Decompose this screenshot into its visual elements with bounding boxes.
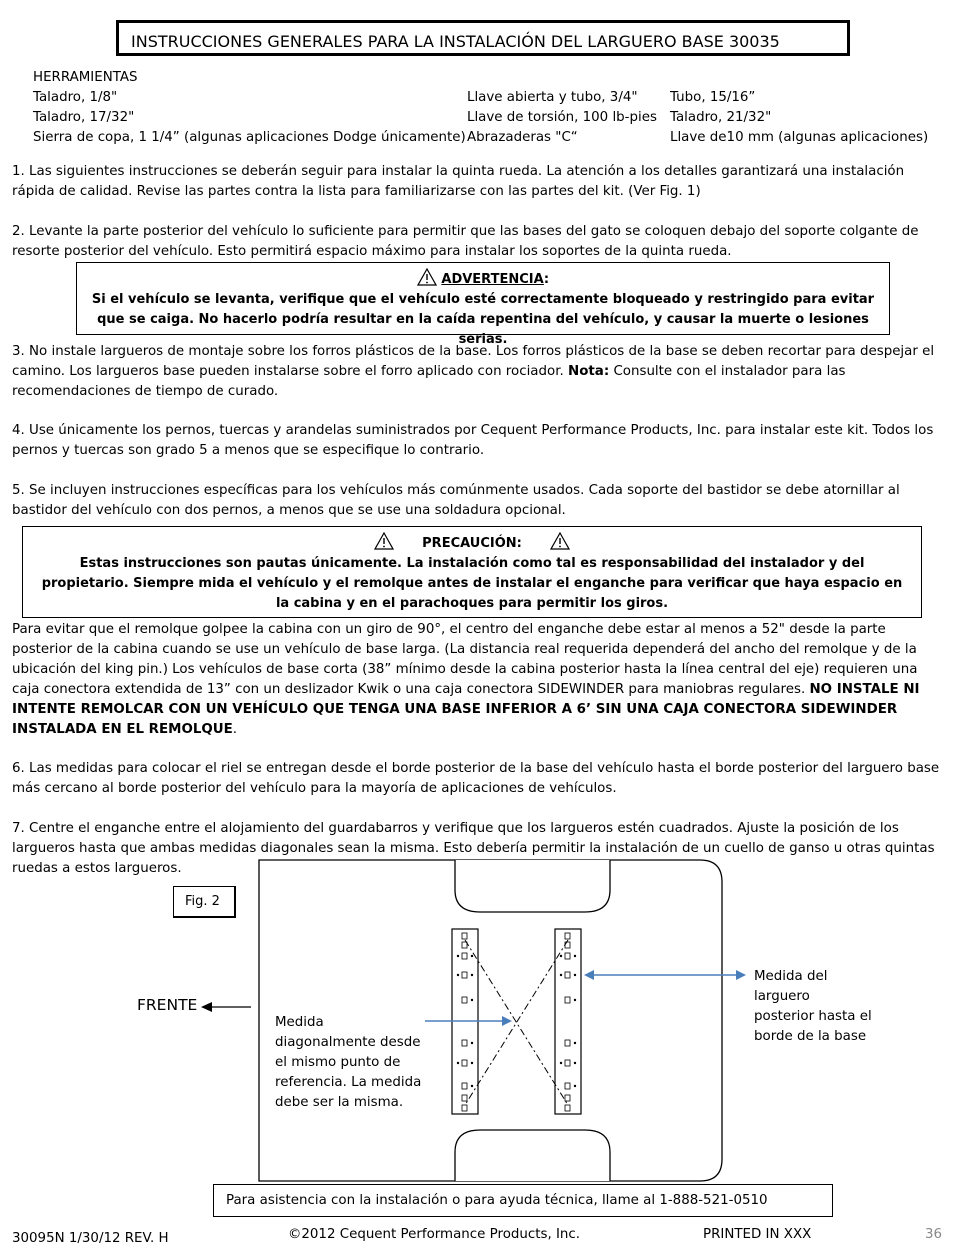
note-line: larguero <box>754 989 810 1004</box>
note-line: Medida del <box>754 969 828 984</box>
tools-col-2 <box>467 88 657 148</box>
warning-label: ADVERTENCIA <box>441 272 544 287</box>
paragraph-7: 7. Centre el enganche entre el alojamiento del guardabarros y verifique que los largueros estén cuadrados. Ajuste la posición de los largueros hasta que ambas medidas diagonales sean la misma. Esto debería permitir la instalación de un cuello de ganso u otras quintas ruedas a estos largueros. <box>12 821 935 876</box>
tool-item: Taladro, 1/8" <box>33 90 118 105</box>
assistance-box: Para asistencia con la instalación o para ayuda técnica, llame al 1-888-521-0510 <box>213 1184 833 1217</box>
paragraph-cab-clearance <box>12 620 944 740</box>
figure-label: Fig. 2 <box>173 886 236 918</box>
tool-item: Taladro, 21/32" <box>670 110 772 125</box>
paragraph-6: 6. Las medidas para colocar el riel se entregan desde el borde posterior de la base del vehículo hasta el borde posterior del larguero base más cercano al borde posterior del vehículo para la mayoría de aplicaciones de vehículos. <box>12 761 940 796</box>
note-line: Medida <box>275 1015 324 1030</box>
caution-box <box>22 526 922 618</box>
warning-triangle-icon <box>417 268 437 286</box>
caution-label: PRECAUCIÓN: <box>422 536 522 551</box>
diagonal-measure-note <box>275 1013 435 1113</box>
note-line: posterior hasta el <box>754 1009 872 1024</box>
page-number: 36 <box>925 1227 943 1242</box>
cab-end: . <box>232 722 238 737</box>
tools-col-1 <box>33 88 466 148</box>
caution-text: Estas instrucciones son pautas únicamente. La instalación como tal es responsabilidad del instalador y del propietario. Siempre mida el vehículo y el remolque antes de instalar el enganche para verificar que haya espacio en la cabina y en el parachoques para permitir los giros. <box>41 556 903 611</box>
note-line: debe ser la misma. <box>275 1095 404 1110</box>
page-title: INSTRUCCIONES GENERALES PARA LA INSTALACIÓN DEL LARGUERO BASE 30035 <box>116 20 850 56</box>
tool-item: Taladro, 17/32" <box>33 110 135 125</box>
paragraph-5: 5. Se incluyen instrucciones específicas para los vehículos más comúnmente usados. Cada soporte del bastidor se debe atornillar al bastidor del vehículo con dos pernos, a menos que se use una soldadura opcional. <box>12 483 900 518</box>
tools-heading: HERRAMIENTAS <box>33 70 138 85</box>
paragraph-1: 1. Las siguientes instrucciones se deberán seguir para instalar la quinta rueda. La atención a los detalles garantizará una instalación rápida de calidad. Revise las partes contra la lista para familiarizarse con las partes del kit. (Ver Fig. 1) <box>12 164 905 199</box>
note-line: referencia. La medida <box>275 1075 422 1090</box>
rail-measure-note <box>754 967 894 1047</box>
note-label: Nota: <box>567 364 610 379</box>
paragraph-4: 4. Use únicamente los pernos, tuercas y arandelas suministrados por Cequent Performance Products, Inc. para instalar este kit. Todos los pernos y tuercas son grado 5 a menos que se especifique lo contrario. <box>12 423 934 458</box>
warning-label-colon: : <box>543 272 550 287</box>
caution-triangle-icon <box>550 532 570 550</box>
tool-item: Abrazaderas "C“ <box>467 130 578 145</box>
cab-text: Para evitar que el remolque golpee la cabina con un giro de 90°, el centro del enganche debe estar al menos a 52" desde la parte posterior de la cabina cuando se use un vehículo de base larga. (La distancia real requerida dependerá del ancho del remolque y de la ubicación del king pin.) Los vehículos de base corta (38” mínimo desde la cabina posterior hasta la línea central del eje) requieren una caja conectora extendida de 13” con un deslizador Kwik o una caja conectora SIDEWINDER para maniobras regulares. <box>12 622 918 697</box>
tool-item: Sierra de copa, 1 1/4” (algunas aplicaciones Dodge únicamente) <box>33 130 466 145</box>
footer-copyright: ©2012 Cequent Performance Products, Inc. <box>288 1227 581 1242</box>
paragraph-2: 2. Levante la parte posterior del vehículo lo suficiente para permitir que las bases del gato se coloquen debajo del soporte colgante de resorte posterior del vehículo. Esto permitirá espacio máximo para instalar los soportes de la quinta rueda. <box>12 224 919 259</box>
footer-printed: PRINTED IN XXX <box>703 1227 812 1242</box>
paragraph-3 <box>12 342 942 402</box>
tool-item: Llave de10 mm (algunas aplicaciones) <box>670 130 929 145</box>
warning-box <box>76 262 890 347</box>
cab-bold-warning: NO INSTALE NI INTENTE REMOLCAR CON UN VEHÍCULO QUE TENGA UNA BASE INFERIOR A 6’ SIN UNA CAJA CONECTORA SIDEWINDER INSTALADA EN EL REMOLQUE <box>12 682 920 737</box>
note-line: el mismo punto de <box>275 1055 401 1070</box>
footer-doc-id: 30095N 1/30/12 REV. H <box>12 1231 169 1246</box>
note-line: diagonalmente desde <box>275 1035 421 1050</box>
note-text: Consulte con el instalador para las recomendaciones de tiempo de curado. <box>12 364 846 399</box>
paragraph-3-text: 3. No instale largueros de montaje sobre los forros plásticos de la base. Los forros plásticos de la base se deben recortar para despejar el camino. Los largueros base pueden instalarse sobre el forro aplicado con rociador. <box>12 344 935 379</box>
tool-item: Tubo, 15/16” <box>670 90 756 105</box>
front-label: FRENTE <box>137 996 198 1014</box>
tool-item: Llave abierta y tubo, 3/4" <box>467 90 638 105</box>
warning-text: Si el vehículo se levanta, verifique que el vehículo esté correctamente bloqueado y restringido para evitar que se caiga. No hacerlo podría resultar en la caída repentina del vehículo, y causar la muerte o lesiones serias. <box>91 292 875 347</box>
tools-col-3 <box>670 88 928 148</box>
figure-2 <box>0 855 954 1185</box>
tool-item: Llave de torsión, 100 lb-pies <box>467 110 657 125</box>
note-line: borde de la base <box>754 1029 867 1044</box>
caution-triangle-icon <box>374 532 394 550</box>
